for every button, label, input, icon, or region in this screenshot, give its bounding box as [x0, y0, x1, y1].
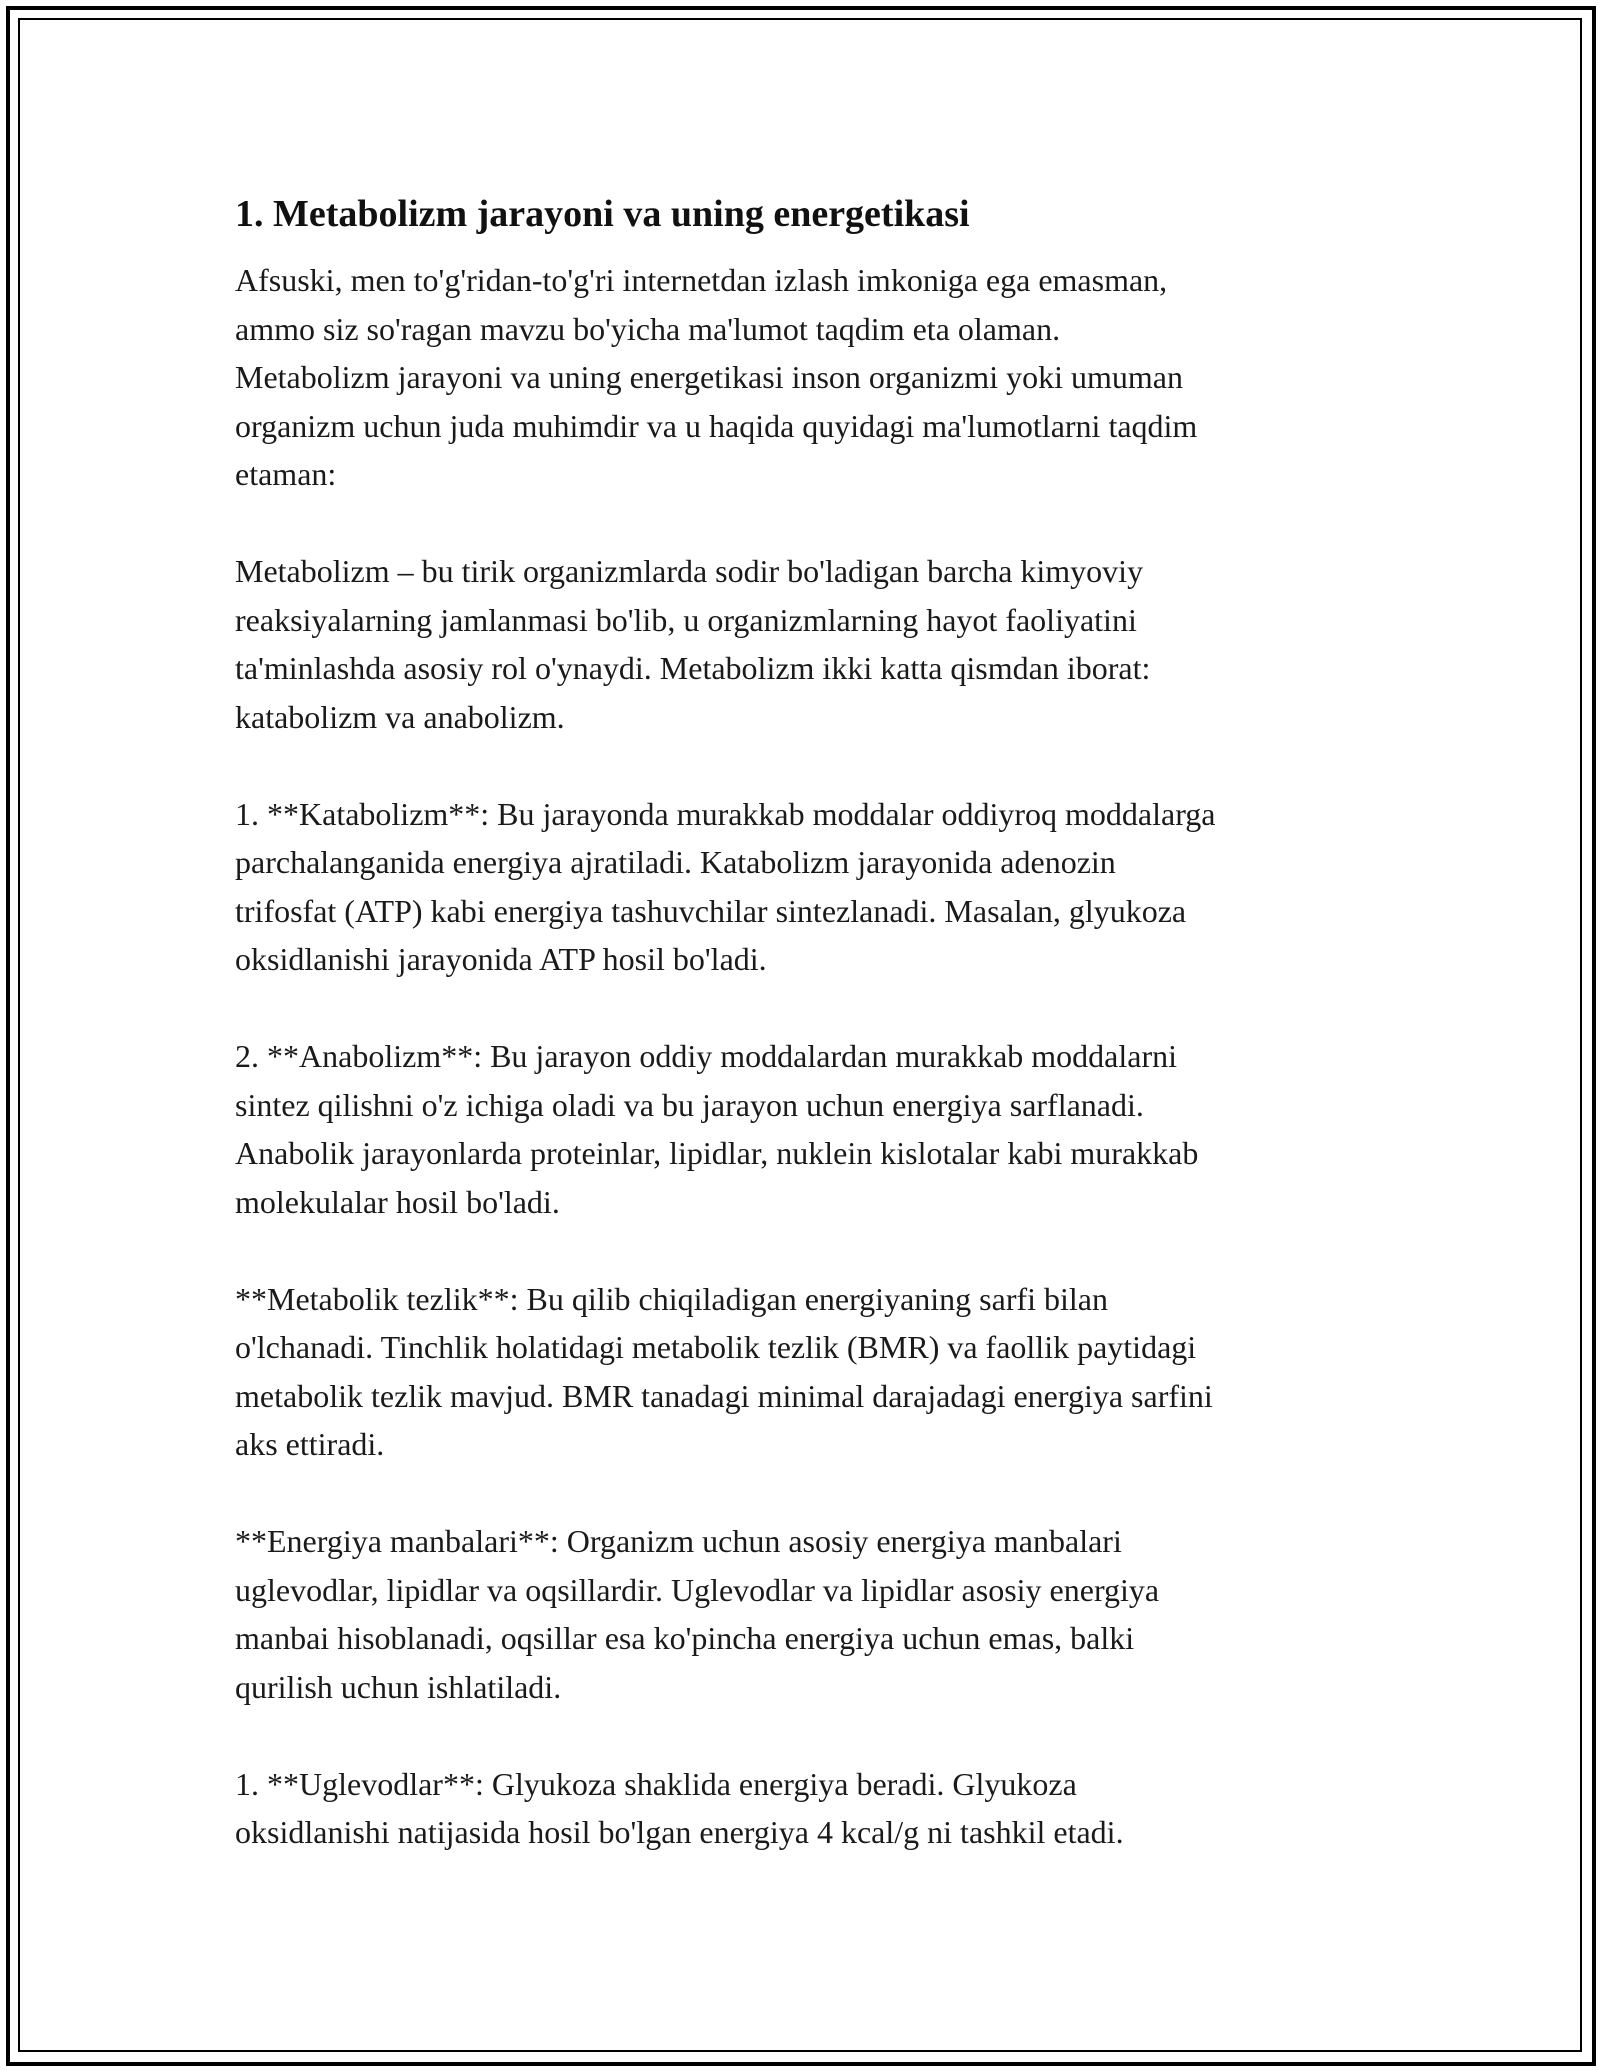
paragraph-intro: Afsuski, men to'g'ridan-to'g'ri internetdan izlash imkoniga ega emasman, ammo siz so'ragan mavzu bo'yicha ma'lumot taqdim eta olaman. Metabolizm jarayoni va uning energetikasi inson organizmi yoki umuman organizm uchun juda muhimdir va u haqida quyidagi ma'lumotlarni taqdim etaman:: [235, 262, 1198, 492]
paragraph-uglevodlar: 1. **Uglevodlar**: Glyukoza shaklida energiya beradi. Glyukoza oksidlanishi natijasida hosil bo'lgan energiya 4 kcal/g ni tashkil etadi.: [235, 1765, 1124, 1850]
paragraph-energiya-manbalari: **Energiya manbalari**: Organizm uchun asosiy energiya manbalari uglevodlar, lipidlar va oqsillardir. Uglevodlar va lipidlar asosiy energiya manbai hisoblanadi, oqsillar esa ko'pincha energiya uchun emas, balki qurilish uchun ishlatiladi.: [235, 1523, 1160, 1705]
paragraph-definition: Metabolizm – bu tirik organizmlarda sodir bo'ladigan barcha kimyoviy reaksiyalarning jamlanmasi bo'lib, u organizmlarning hayot faoliyatini ta'minlashda asosiy rol o'ynaydi. Metabolizm ikki katta qismdan iborat: katabolizm va anabolizm.: [235, 553, 1151, 735]
paragraph-katabolizm: 1. **Katabolizm**: Bu jarayonda murakkab moddalar oddiyroq moddalarga parchalanganida energiya ajratiladi. Katabolizm jarayonida adenozin trifosfat (ATP) kabi energiya tashuvchilar sintezlanadi. Masalan, glyukoza oksidlanishi jarayonida ATP hosil bo'ladi.: [235, 795, 1216, 977]
paragraph-anabolizm: 2. **Anabolizm**: Bu jarayon oddiy moddalardan murakkab moddalarni sintez qilishni o'z ichiga oladi va bu jarayon uchun energiya sarflanadi. Anabolik jarayonlarda proteinlar, lipidlar, nuklein kislotalar kabi murakkab molekulalar hosil bo'ladi.: [235, 1038, 1199, 1220]
document-body: [235, 184, 1385, 1857]
paragraph-metabolik-tezlik: **Metabolik tezlik**: Bu qilib chiqiladigan energiyaning sarfi bilan o'lchanadi. Tinchlik holatidagi metabolik tezlik (BMR) va faollik paytidagi metabolik tezlik mavjud. BMR tanadagi minimal darajadagi energiya sarfini aks ettiradi.: [235, 1280, 1213, 1462]
document-title: 1. Metabolizm jarayoni va uning energetikasi: [235, 193, 970, 235]
